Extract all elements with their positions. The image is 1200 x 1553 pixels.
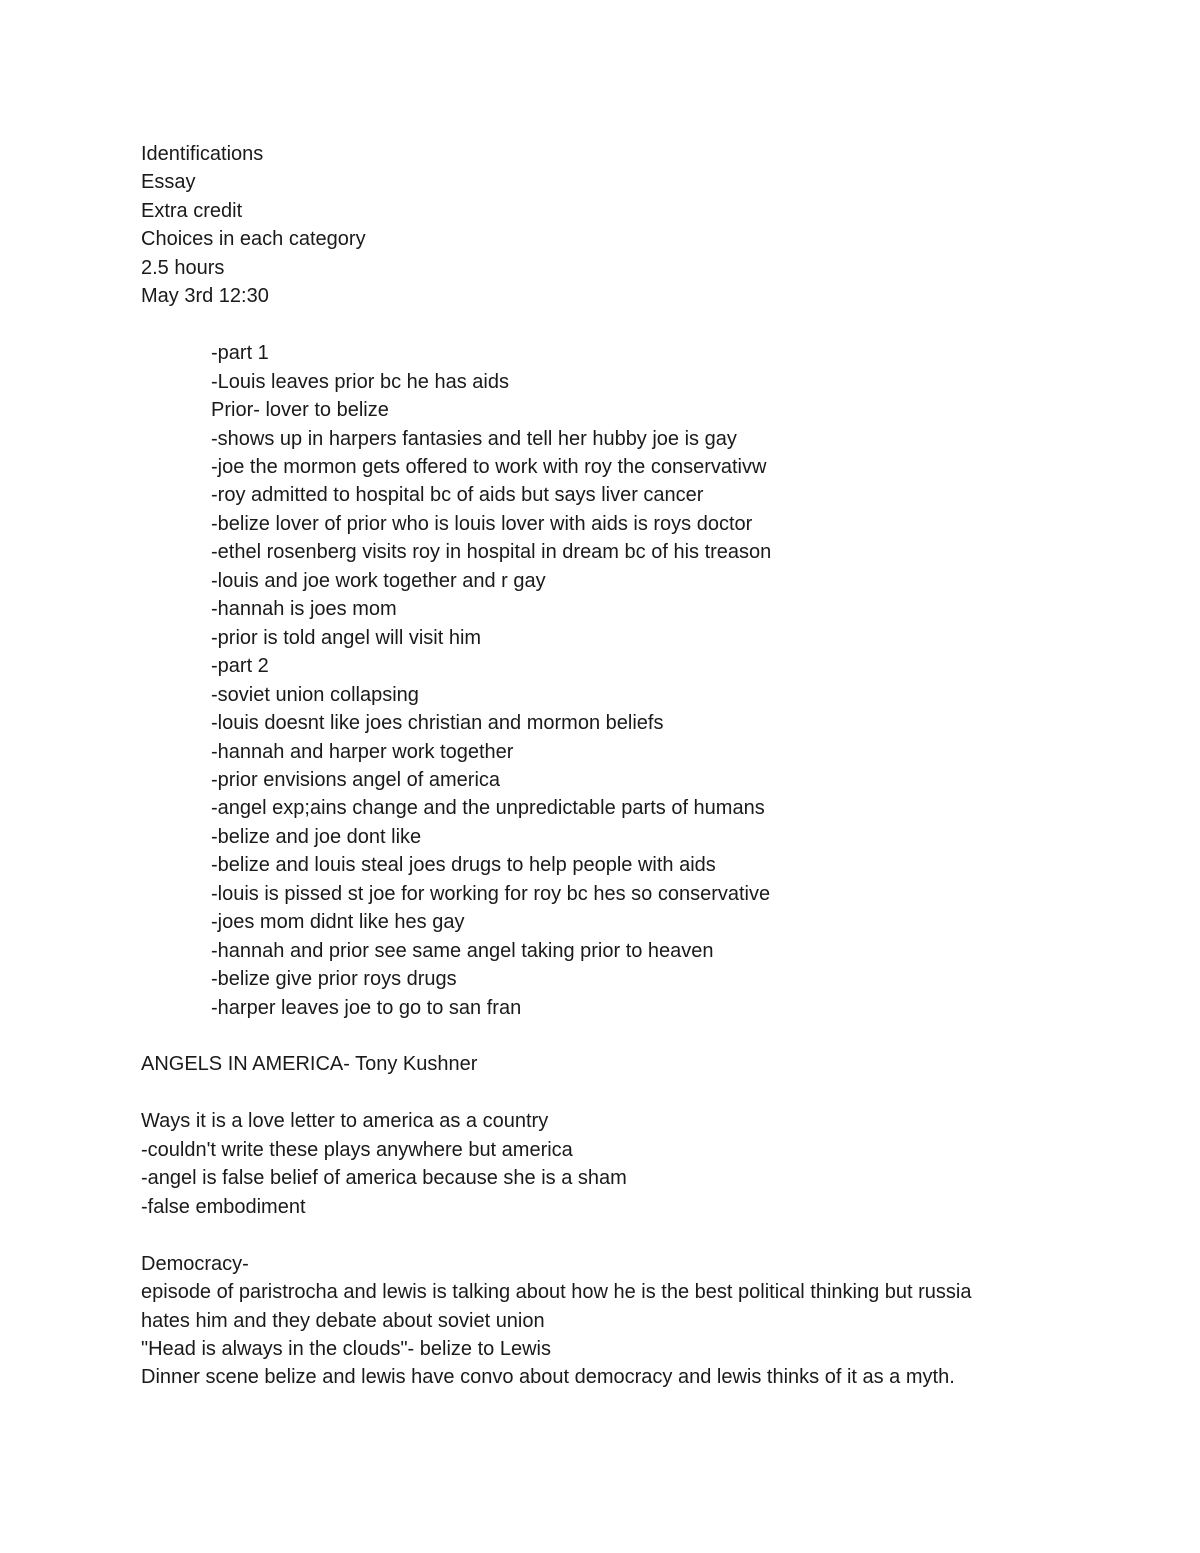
exam-info-item: Identifications — [141, 143, 264, 165]
summary-item: -Louis leaves prior bc he has aids — [211, 370, 509, 393]
summary-item: -belize give prior roys drugs — [211, 968, 457, 991]
summary-item: Prior- lover to belize — [211, 399, 389, 422]
summary-item: -hannah and harper work together — [211, 740, 514, 763]
play-title-line: ANGELS IN AMERICA- Tony Kushner — [141, 1053, 478, 1076]
summary-item: -hannah and prior see same angel taking prior to heaven — [211, 939, 714, 962]
exam-info-item: 2.5 hours — [141, 256, 225, 279]
summary-item: -louis is pissed st joe for working for roy bc hes so conservative — [211, 882, 771, 905]
love-letter-line: -false embodiment — [141, 1195, 306, 1218]
love-letter-section — [141, 1107, 1141, 1221]
love-letter-line: Ways it is a love letter to america as a country — [141, 1110, 549, 1133]
blank-line — [141, 1022, 1141, 1050]
summary-item: -part 2 — [211, 655, 269, 678]
document-body — [141, 140, 1141, 1392]
summary-item: -prior is told angel will visit him — [211, 626, 482, 649]
blank-line — [141, 1079, 1141, 1107]
summary-item: -part 1 — [211, 342, 269, 365]
summary-item: -angel exp;ains change and the unpredictable parts of humans — [211, 797, 765, 820]
summary-item: -belize lover of prior who is louis lover with aids is roys doctor — [211, 512, 753, 535]
exam-info-item: Choices in each category — [141, 228, 366, 251]
democracy-section — [141, 1250, 1141, 1392]
summary-item: -belize and louis steal joes drugs to help people with aids — [211, 854, 716, 877]
love-letter-line: -couldn't write these plays anywhere but america — [141, 1138, 573, 1161]
summary-item: -louis and joe work together and r gay — [211, 569, 546, 592]
summary-item: -shows up in harpers fantasies and tell her hubby joe is gay — [211, 427, 737, 450]
love-letter-line: -angel is false belief of america because she is a sham — [141, 1167, 627, 1190]
democracy-line: hates him and they debate about soviet union — [141, 1309, 545, 1332]
summary-item: -prior envisions angel of america — [211, 768, 501, 791]
blank-line — [141, 1221, 1141, 1249]
summary-item: -soviet union collapsing — [211, 683, 419, 706]
summary-item: -hannah is joes mom — [211, 598, 397, 621]
summary-item: -joe the mormon gets offered to work with roy the conservativw — [211, 455, 767, 478]
democracy-line: "Head is always in the clouds"- belize to Lewis — [141, 1337, 551, 1360]
exam-info-item: Essay — [141, 171, 196, 194]
democracy-line: episode of paristrocha and lewis is talking about how he is the best political thinking but russia — [141, 1281, 972, 1304]
summary-item: -harper leaves joe to go to san fran — [211, 996, 522, 1019]
summary-item: -belize and joe dont like — [211, 825, 422, 848]
summary-item: -ethel rosenberg visits roy in hospital in dream bc of his treason — [211, 541, 772, 564]
summary-item: -roy admitted to hospital bc of aids but says liver cancer — [211, 484, 704, 507]
exam-info-list — [141, 140, 1141, 311]
blank-line — [141, 311, 1141, 339]
exam-info-item: May 3rd 12:30 — [141, 285, 269, 308]
exam-info-item: Extra credit — [141, 199, 243, 222]
summary-item: -louis doesnt like joes christian and mormon beliefs — [211, 712, 664, 735]
plot-summary-list — [141, 339, 1141, 1022]
summary-item: -joes mom didnt like hes gay — [211, 911, 465, 934]
democracy-heading: Democracy- — [141, 1252, 249, 1275]
democracy-line: Dinner scene belize and lewis have convo about democracy and lewis thinks of it as a myth. — [141, 1366, 955, 1389]
